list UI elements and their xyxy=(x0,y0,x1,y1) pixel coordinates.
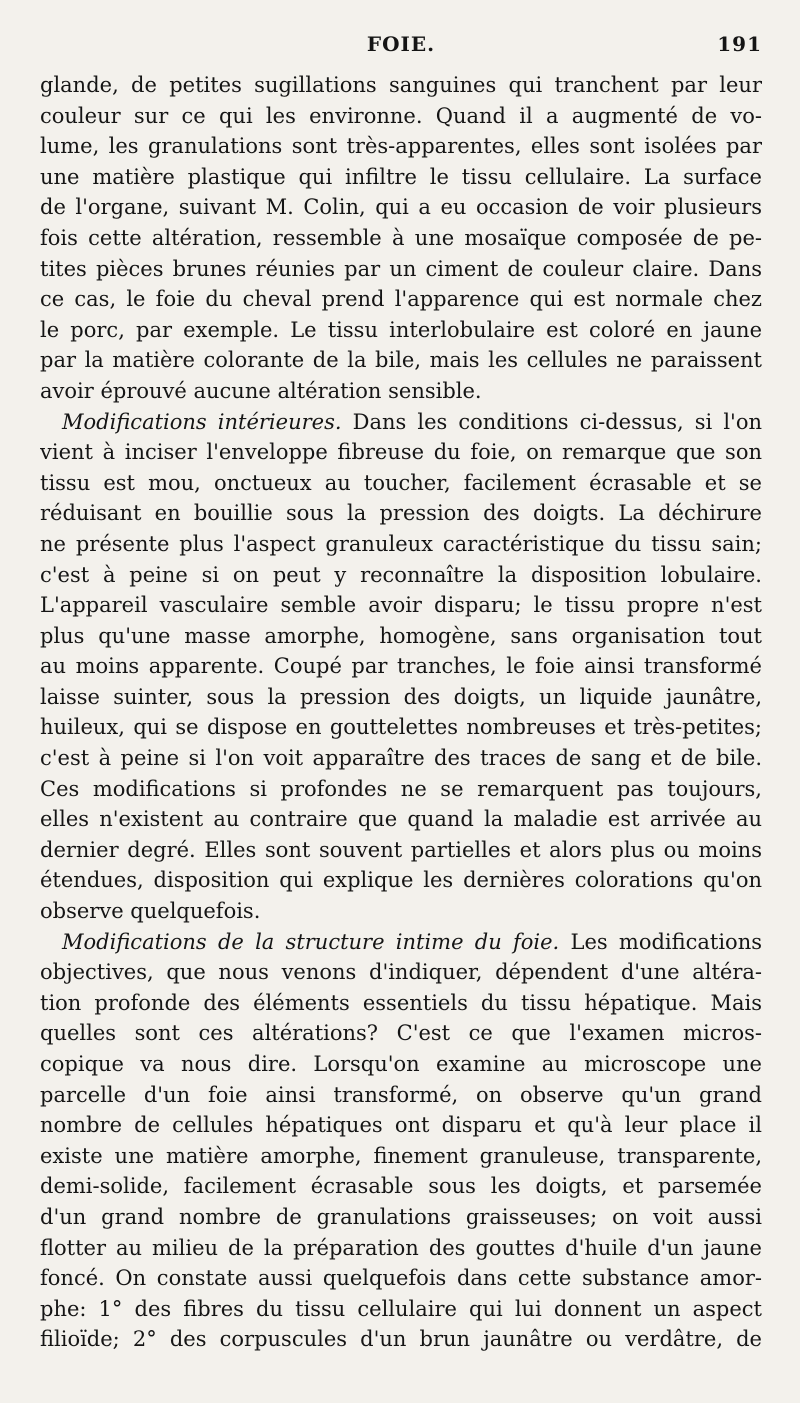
running-head xyxy=(40,30,762,70)
text-line: plus qu'une masse amorphe, homogène, sans organisation tout xyxy=(40,623,762,648)
text-line: flotter au milieu de la préparation des gouttes d'huile d'un jaune xyxy=(40,1235,762,1260)
text-line: existe une matière amorphe, finement granuleuse, transparente, xyxy=(40,1143,762,1168)
text-line: tissu est mou, onctueux au toucher, facilement écrasable et se xyxy=(40,470,762,495)
text-line: au moins apparente. Coupé par tranches, le foie ainsi transformé xyxy=(40,654,762,679)
body-text xyxy=(40,70,762,1355)
text-line: ce cas, le foie du cheval prend l'apparence qui est normale chez xyxy=(40,287,762,312)
text-line: copique va nous dire. Lorsqu'on examine au microscope une xyxy=(40,1052,762,1076)
text-line: elles n'existent au contraire que quand la maladie est arrivée au xyxy=(40,807,762,832)
text-line: vient à inciser l'enveloppe fibreuse du foie, on remarque que son xyxy=(40,440,762,465)
text-line: d'un grand nombre de granulations graisseuses; on voit aussi xyxy=(40,1204,762,1229)
text-line: tion profonde des éléments essentiels du tissu hépatique. Mais xyxy=(40,990,762,1015)
text-line: L'appareil vasculaire semble avoir disparu; le tissu propre n'est xyxy=(40,593,762,618)
text-line: objectives, que nous venons d'indiquer, dépendent d'une altéra- xyxy=(40,960,762,985)
text-line: observe quelquefois. xyxy=(40,899,261,924)
text-line: nombre de cellules hépatiques ont disparu et qu'à leur place il xyxy=(40,1113,762,1138)
text-line: Ces modifications si profondes ne se remarquent pas toujours, xyxy=(40,776,762,801)
text-line: huileux, qui se dispose en gouttelettes nombreuses et très-petites; xyxy=(40,715,762,740)
running-head-title: FOIE. xyxy=(366,32,436,56)
text-line-rest: Dans les conditions ci-dessus, si l'on xyxy=(352,409,762,434)
text-line-with-heading xyxy=(40,927,762,958)
text-line: parcelle d'un foie ainsi transformé, on observe qu'un grand xyxy=(40,1082,762,1107)
text-line: dernier degré. Elles sont souvent partielles et alors plus ou moins xyxy=(40,837,762,862)
text-line: avoir éprouvé aucune altération sensible. xyxy=(40,378,482,403)
text-line: c'est à peine si l'on voit apparaître des traces de sang et de bile. xyxy=(40,746,762,771)
text-line: demi-solide, facilement écrasable sous les doigts, et parsemée xyxy=(40,1174,762,1199)
text-line: tites pièces brunes réunies par un ciment de couleur claire. Dans xyxy=(40,256,762,281)
text-line: par la matière colorante de la bile, mais les cellules ne paraissent xyxy=(40,348,762,373)
text-line: une matière plastique qui infiltre le tissu cellulaire. La surface xyxy=(40,164,762,189)
text-line: fois cette altération, ressemble à une mosaïque composée de pe- xyxy=(40,225,762,250)
text-line: quelles sont ces altérations? C'est ce que l'examen micros- xyxy=(40,1021,762,1046)
text-line: glande, de petites sugillations sanguines qui tranchent par leur xyxy=(40,73,762,97)
text-line: réduisant en bouillie sous la pression des doigts. La déchirure xyxy=(40,501,762,526)
text-line: couleur sur ce qui les environne. Quand il a augmenté de vo- xyxy=(40,103,762,128)
text-line: lume, les granulations sont très-apparentes, elles sont isolées par xyxy=(40,134,762,159)
page-number: 191 xyxy=(717,32,762,56)
text-line: filioïde; 2° des corpuscules d'un brun jaunâtre ou verdâtre, de xyxy=(40,1327,762,1352)
text-line: c'est à peine si on peut y reconnaître la disposition lobulaire. xyxy=(40,562,762,587)
text-line: laisse suinter, sous la pression des doigts, un liquide jaunâtre, xyxy=(40,684,762,709)
text-line: phe: 1° des fibres du tissu cellulaire qui lui donnent un aspect xyxy=(40,1296,762,1321)
text-line: foncé. On constate aussi quelquefois dans cette substance amor- xyxy=(40,1266,762,1291)
text-line-rest: Les modifications xyxy=(570,929,762,954)
text-line: ne présente plus l'aspect granuleux caractéristique du tissu sain; xyxy=(40,531,762,556)
section-heading-modifications-interieures: Modifications intérieures. xyxy=(62,409,342,434)
text-line: le porc, par exemple. Le tissu interlobulaire est coloré en jaune xyxy=(40,317,762,342)
text-line-with-heading xyxy=(40,407,762,438)
section-heading-modifications-structure: Modifications de la structure intime du foie. xyxy=(62,929,560,954)
text-line: étendues, disposition qui explique les dernières colorations qu'on xyxy=(40,868,762,893)
text-line: de l'organe, suivant M. Colin, qui a eu occasion de voir plusieurs xyxy=(40,195,762,220)
